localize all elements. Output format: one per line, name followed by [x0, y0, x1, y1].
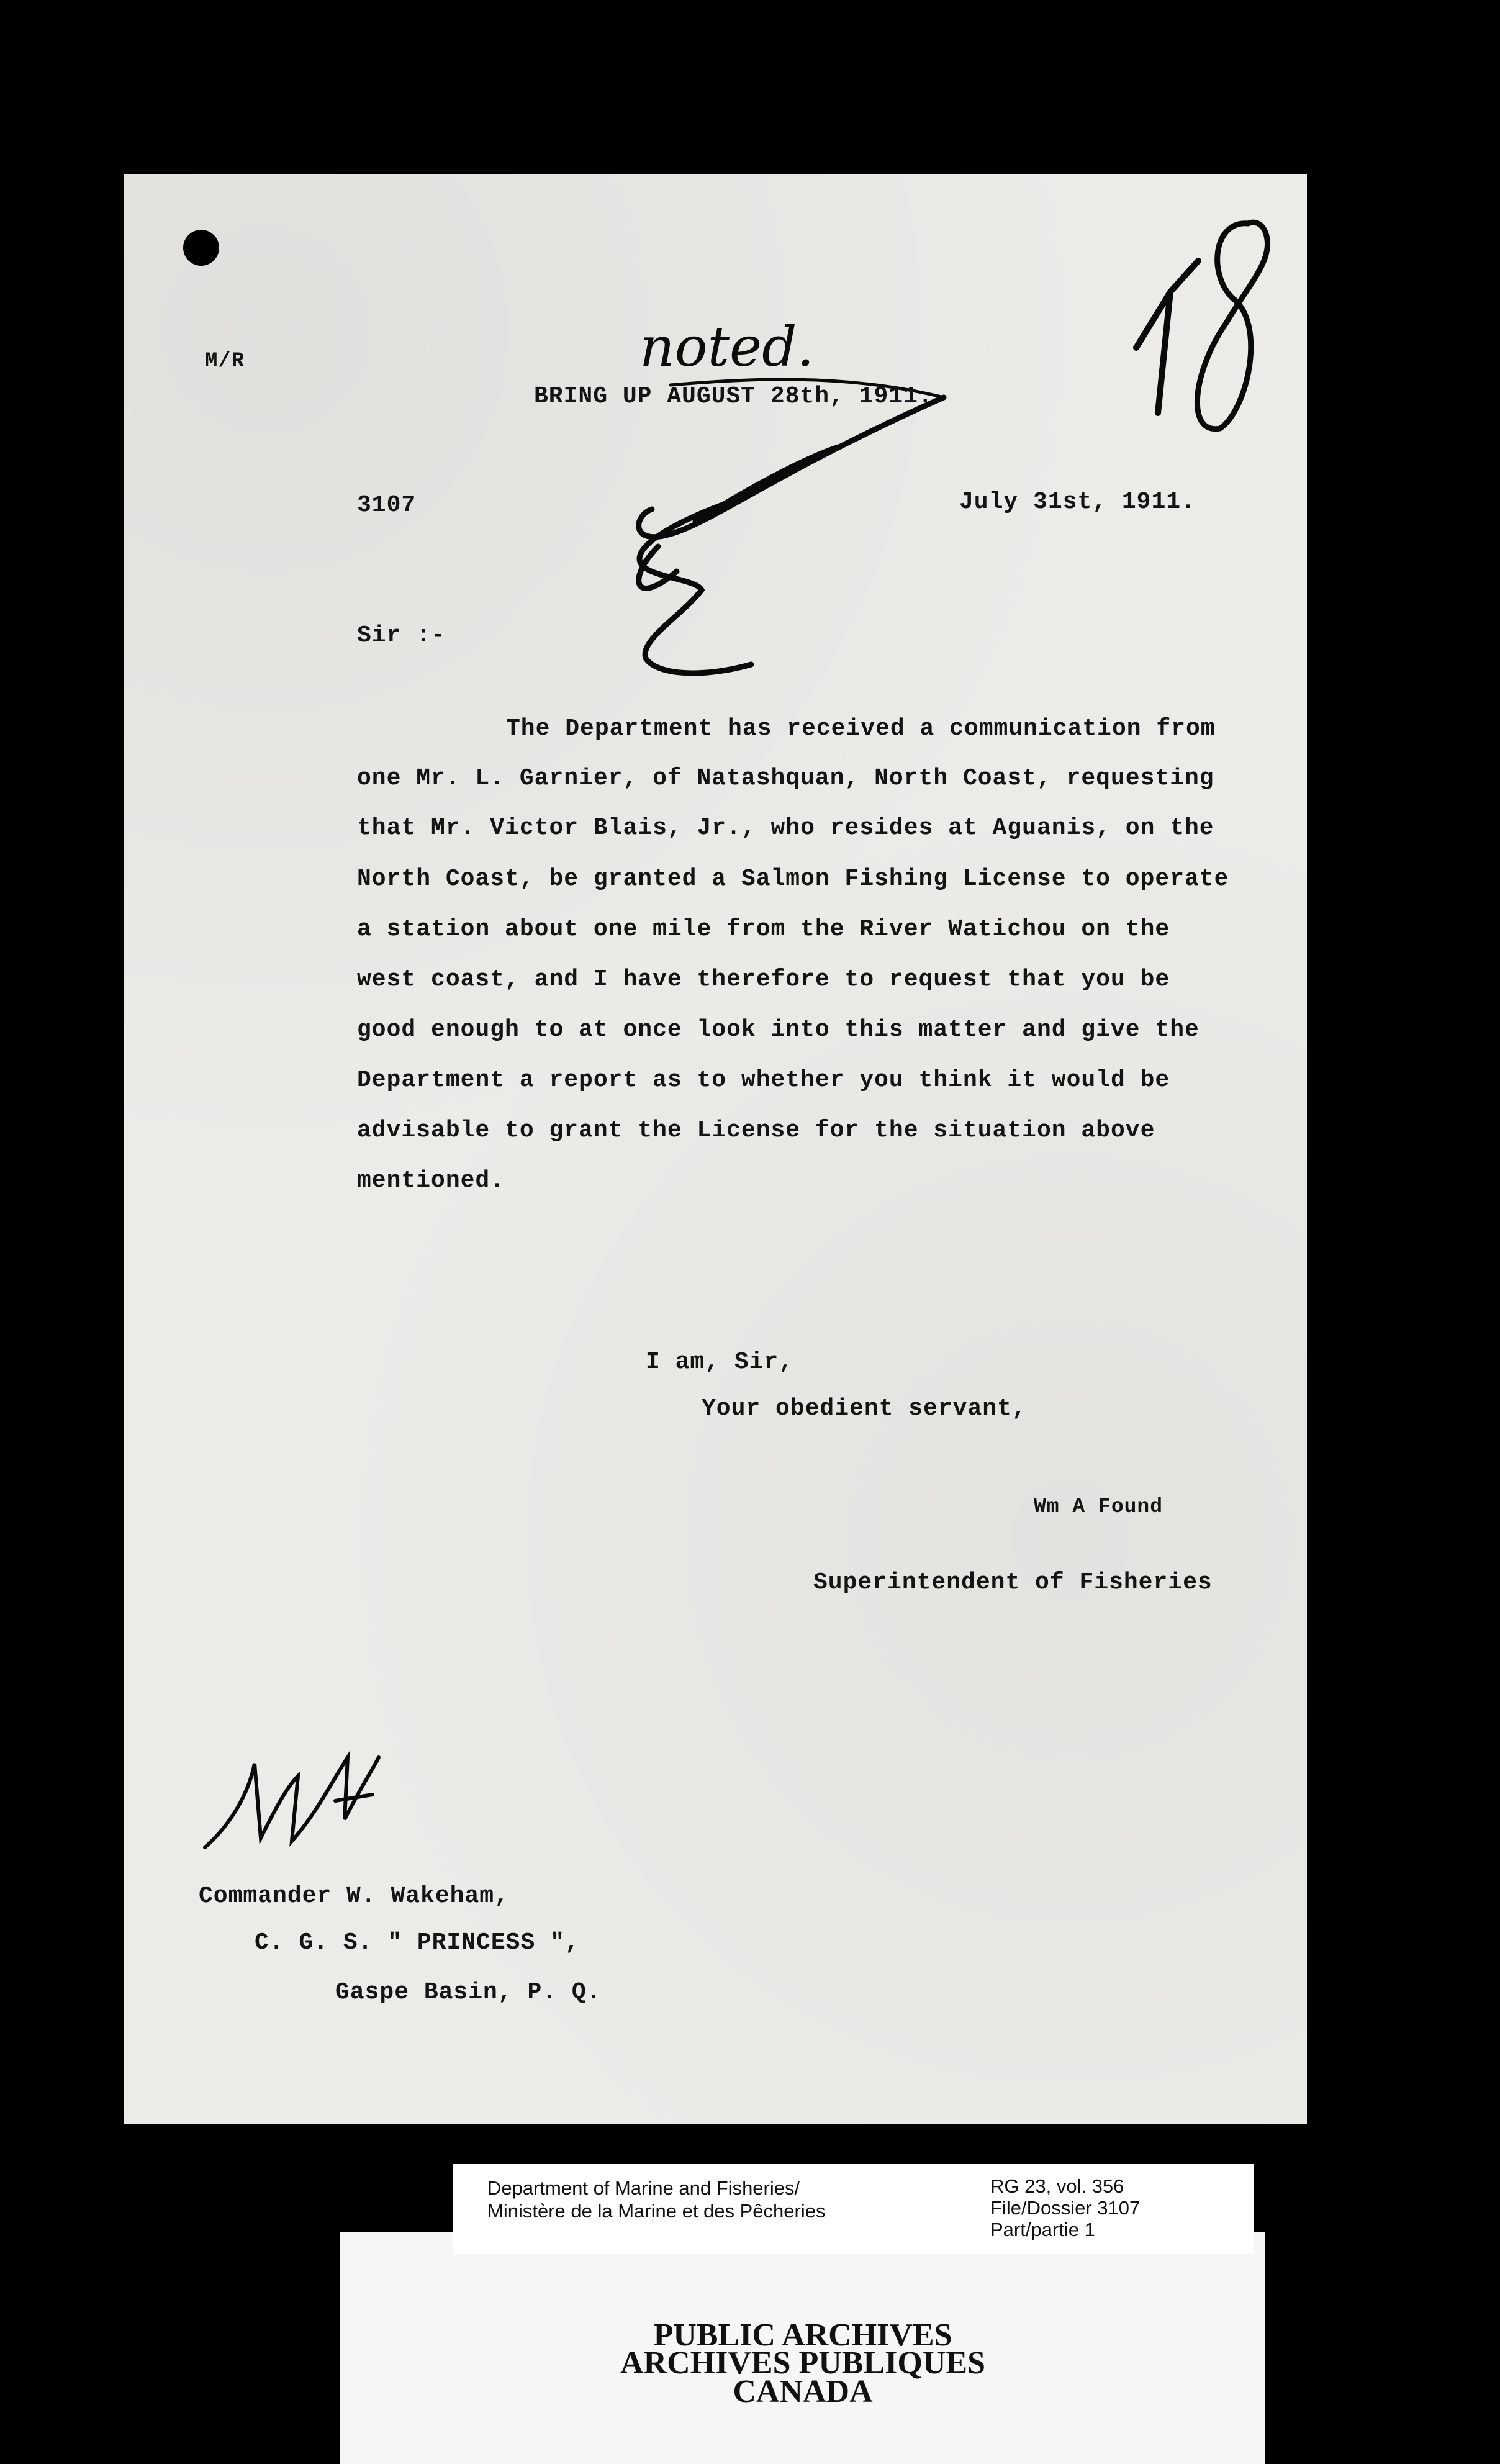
check-flourish [639, 397, 944, 588]
page-number-one-stroke [1136, 261, 1198, 413]
initials-mark [205, 1757, 379, 1847]
stamp-line-3: CANADA [733, 2374, 873, 2409]
body-line: advisable to grant the License for the situation above [357, 1117, 1155, 1144]
letter-date: July 31st, 1911. [959, 489, 1196, 515]
body-line: The Department has received a communication from [506, 715, 1216, 742]
salutation: Sir :- [357, 622, 446, 649]
body-line: good enough to at once look into this matter and give the [357, 1017, 1200, 1043]
signer-name: Wm A Found [1034, 1495, 1163, 1518]
signer-title: Superintendent of Fisheries [813, 1569, 1213, 1596]
bring-up-line: BRING UP AUGUST 28th, 1911. [534, 383, 933, 410]
body-line: one Mr. L. Garnier, of Natashquan, North Coast, requesting [357, 765, 1214, 792]
body-line: Department a report as to whether you think it would be [357, 1067, 1170, 1094]
addressee-line-1: Commander W. Wakeham, [199, 1883, 509, 1909]
handwritten-noted: noted. [639, 315, 815, 379]
body-line: a station about one mile from the River Watichou on the [357, 916, 1170, 943]
closing-line-1: I am, Sir, [646, 1349, 794, 1375]
ref-code: M/R [205, 350, 245, 373]
body-line: that Mr. Victor Blais, Jr., who resides at Aguanis, on the [357, 815, 1214, 841]
addressee-line-3: Gaspe Basin, P. Q. [335, 1979, 602, 2006]
addressee-line-2: C. G. S. " PRINCESS ", [255, 1929, 580, 1956]
stamp-line-2: ARCHIVES PUBLIQUES [620, 2345, 986, 2381]
file-number: 3107 [357, 492, 417, 519]
label-rg: RG 23, vol. 356 [990, 2175, 1124, 2197]
label-department-fr: Ministère de la Marine et des Pêcheries [487, 2200, 826, 2222]
page-number-eight-stroke [1197, 222, 1267, 428]
body-line: North Coast, be granted a Salmon Fishing License to operate [357, 866, 1229, 892]
label-file: File/Dossier 3107 [990, 2197, 1141, 2219]
body-line: west coast, and I have therefore to request that you be [357, 966, 1170, 993]
label-part: Part/partie 1 [990, 2219, 1095, 2240]
stamp-line-1: PUBLIC ARCHIVES [653, 2317, 952, 2353]
closing-line-2: Your obedient servant, [702, 1395, 1027, 1422]
label-department-en: Department of Marine and Fisheries/ [487, 2177, 800, 2199]
body-line: mentioned. [357, 1167, 505, 1194]
